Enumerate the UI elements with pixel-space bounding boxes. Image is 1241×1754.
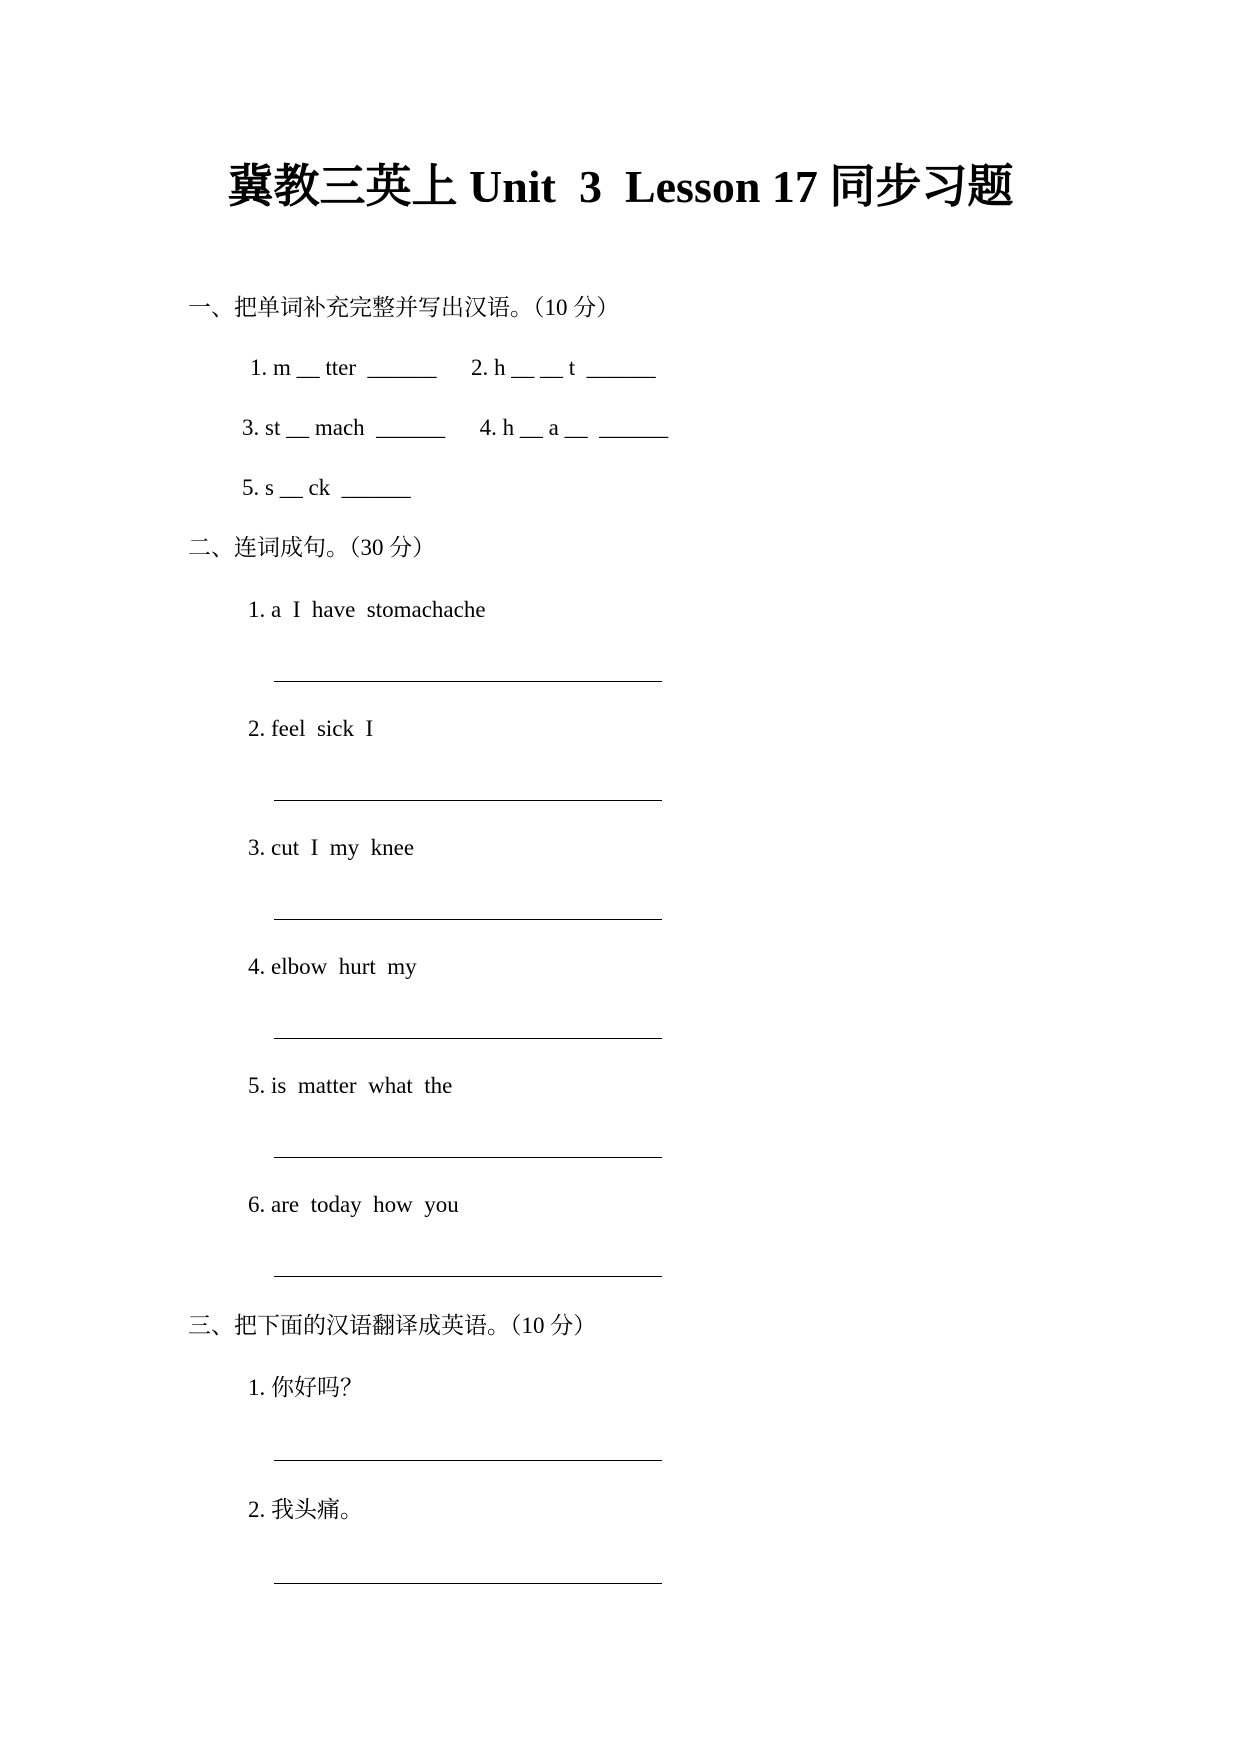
answer-blank[interactable] [274, 1460, 662, 1461]
section3-heading: 三、把下面的汉语翻译成英语。（10 分） [188, 1313, 597, 1338]
section1-row3: 5. s __ ck ______ [242, 475, 411, 500]
section1-row1: 1. m __ tter ______ 2. h __ __ t ______ [250, 355, 656, 380]
section3-item-2: 2. 我头痛。 [248, 1497, 363, 1522]
answer-blank[interactable] [274, 800, 662, 801]
answer-blank[interactable] [274, 1157, 662, 1158]
answer-blank[interactable] [274, 1038, 662, 1039]
section2-item-1: 1. a I have stomachache [248, 597, 486, 622]
section2-item-4: 4. elbow hurt my [248, 954, 417, 979]
section2-heading: 二、连词成句。（30 分） [188, 535, 436, 560]
section2-item-3: 3. cut I my knee [248, 835, 415, 860]
section2-item-6: 6. are today how you [248, 1192, 459, 1217]
answer-blank[interactable] [274, 1276, 662, 1277]
section2-item-5: 5. is matter what the [248, 1073, 453, 1098]
answer-blank[interactable] [274, 1583, 662, 1584]
answer-blank[interactable] [274, 919, 662, 920]
section2-item-2: 2. feel sick I [248, 716, 374, 741]
answer-blank[interactable] [274, 681, 662, 682]
section1-heading: 一、把单词补充完整并写出汉语。（10 分） [188, 295, 620, 320]
section1-row2: 3. st __ mach ______ 4. h __ a __ ______ [242, 415, 669, 440]
worksheet-title: 冀教三英上 Unit 3 Lesson 17 同步习题 [227, 161, 1014, 212]
section3-item-1: 1. 你好吗？ [248, 1375, 363, 1400]
